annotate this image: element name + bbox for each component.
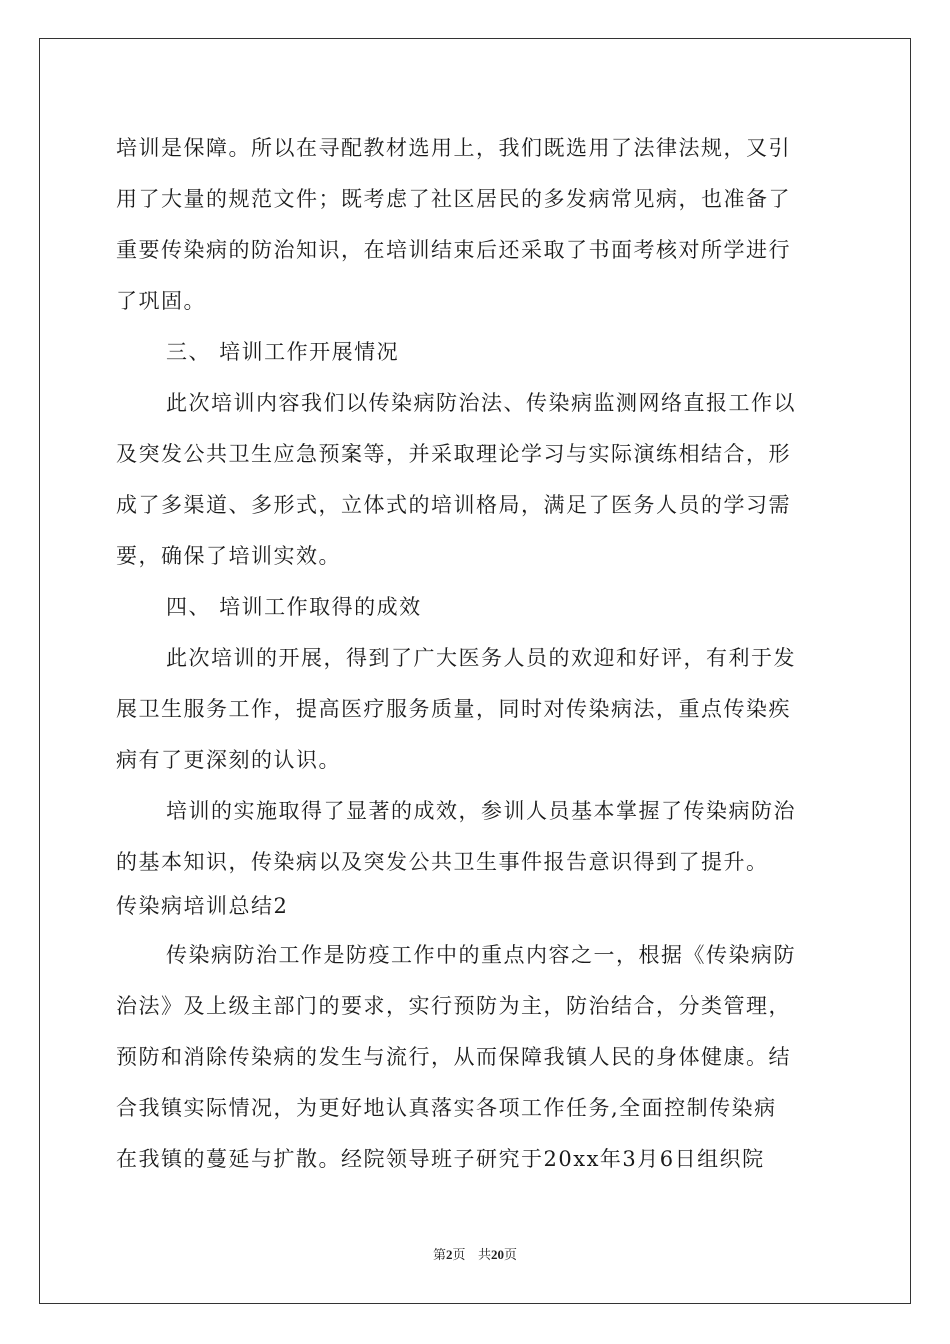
document-title: 传染病培训总结2 <box>116 894 289 918</box>
page-prefix: 第 <box>433 1248 447 1263</box>
paragraph-line: 合我镇实际情况，为更好地认真落实各项工作任务,全面控制传染病 <box>116 1096 777 1120</box>
section-heading: 三、 培训工作开展情况 <box>166 340 400 364</box>
paragraph-line: 的基本知识，传染病以及突发公共卫生事件报告意识得到了提升。 <box>116 850 769 874</box>
paragraph-line: 成了多渠道、多形式，立体式的培训格局，满足了医务人员的学习需 <box>116 493 791 517</box>
paragraph-line: 预防和消除传染病的发生与流行，从而保障我镇人民的身体健康。结 <box>116 1045 791 1069</box>
paragraph-line: 展卫生服务工作，提高医疗服务质量，同时对传染病法，重点传染疾 <box>116 697 791 721</box>
page-number: 2 <box>446 1247 453 1262</box>
section-heading: 四、 培训工作取得的成效 <box>166 595 422 619</box>
paragraph-line: 了巩固。 <box>116 289 206 313</box>
paragraph-line: 培训是保障。所以在寻配教材选用上，我们既选用了法律法规，又引 <box>116 136 791 160</box>
total-prefix: 共 <box>477 1248 491 1263</box>
paragraph-line: 培训的实施取得了显著的成效，参训人员基本掌握了传染病防治 <box>166 799 796 823</box>
paragraph-line: 治法》及上级主部门的要求，实行预防为主，防治结合，分类管理， <box>116 994 791 1018</box>
paragraph-line: 用了大量的规范文件；既考虑了社区居民的多发病常见病，也准备了 <box>116 187 791 211</box>
paragraph-line: 病有了更深刻的认识。 <box>116 748 341 772</box>
paragraph-line: 重要传染病的防治知识，在培训结束后还采取了书面考核对所学进行 <box>116 238 791 262</box>
paragraph-line: 此次培训的开展，得到了广大医务人员的欢迎和好评，有利于发 <box>166 646 796 670</box>
total-suffix: 页 <box>503 1248 517 1263</box>
page-footer <box>0 1244 950 1263</box>
paragraph-line: 此次培训内容我们以传染病防治法、传染病监测网络直报工作以 <box>166 391 796 415</box>
paragraph-line: 在我镇的蔓延与扩散。经院领导班子研究于20xx年3月6日组织院 <box>116 1147 765 1171</box>
page-suffix: 页 <box>452 1248 466 1263</box>
paragraph-line: 要，确保了培训实效。 <box>116 544 341 568</box>
paragraph-line: 传染病防治工作是防疫工作中的重点内容之一，根据《传染病防 <box>166 943 796 967</box>
paragraph-line: 及突发公共卫生应急预案等，并采取理论学习与实际演练相结合，形 <box>116 442 791 466</box>
total-pages: 20 <box>490 1247 504 1262</box>
